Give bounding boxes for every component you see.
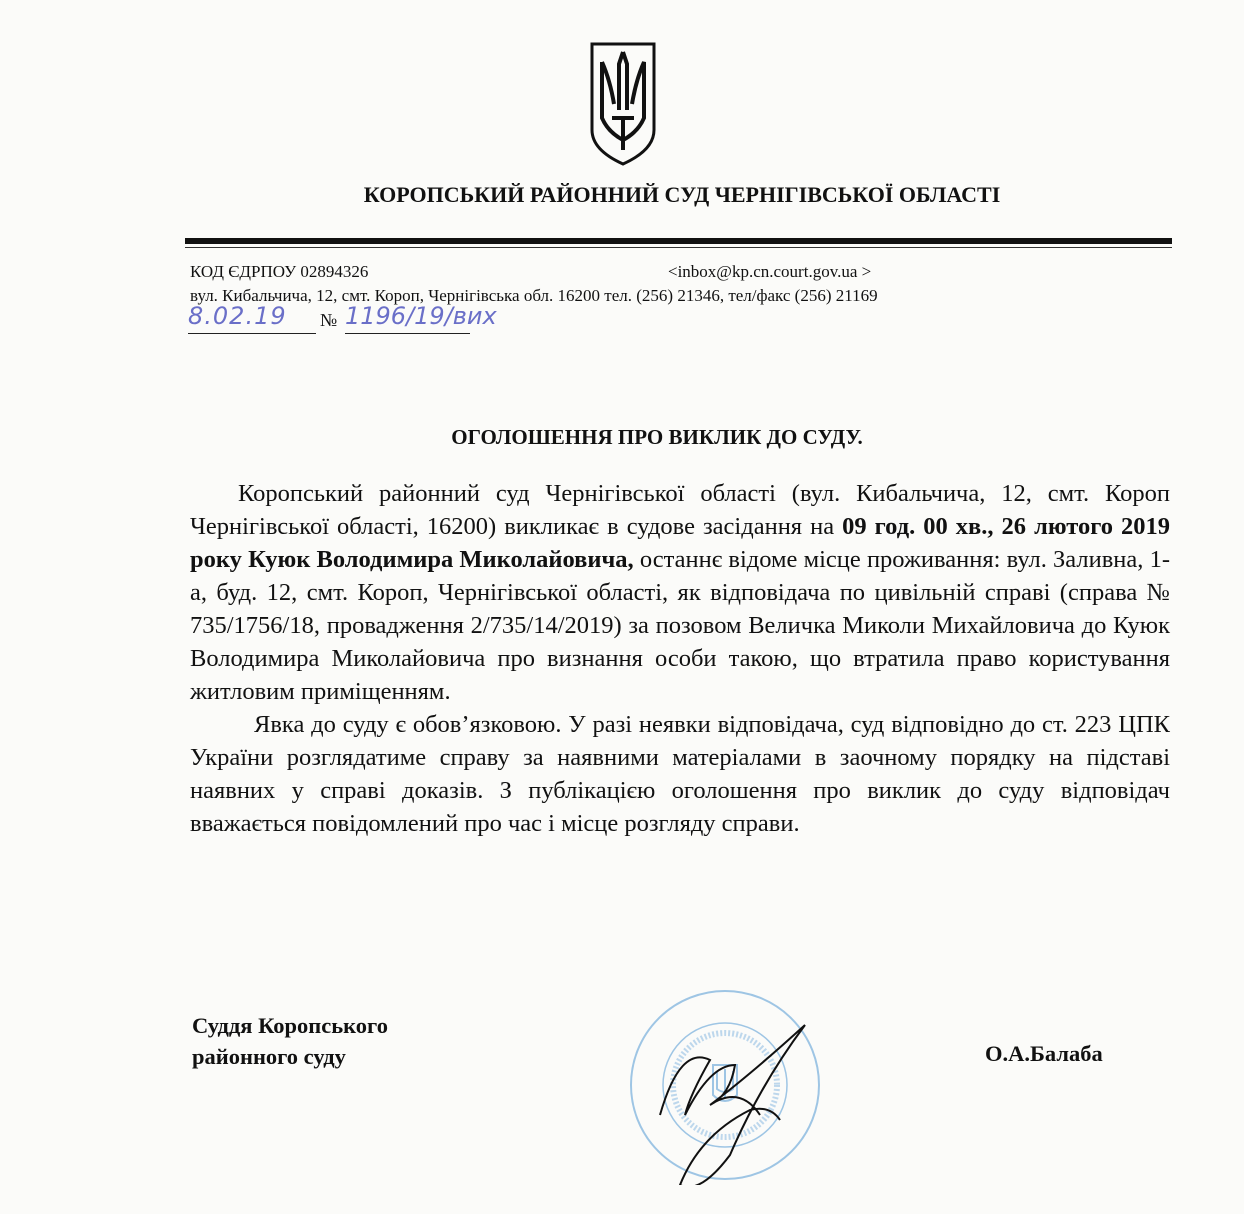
paragraph-appearance: Явка до суду є обов’язковою. У разі неявки відповідача, суд відповідно до ст. 223 ЦПК України розглядатиме справу за наявними матеріалами в заочному порядку на підставі наявних у справі доказів. З публікацією оголошення про виклик до суду відповідач вважається повідомлений про час і місце розгляду справи. bbox=[190, 711, 1170, 837]
paragraph-summons bbox=[190, 477, 1170, 708]
number-underline bbox=[345, 333, 470, 334]
date-underline bbox=[188, 333, 316, 334]
judge-title bbox=[192, 1010, 388, 1072]
header-rule-thin bbox=[185, 247, 1172, 248]
court-email: <inbox@kp.cn.court.gov.ua > bbox=[668, 262, 872, 281]
edrpou-code: КОД ЄДРПОУ 02894326 bbox=[190, 262, 369, 281]
trident-emblem-icon bbox=[588, 40, 658, 173]
summons-text: Коропський районний суд Чернігівської області (вул. Кибальчича, 12, смт. Короп Чернігівської області, 16200) викликає в судове засідання на bbox=[190, 480, 1170, 540]
judge-line-1: Суддя Коропського bbox=[192, 1013, 388, 1038]
case-details-text: останнє відоме місце проживання: вул. Заливна, 1-а, буд. 12, смт. Короп, Чернігівської області, як відповідача по цивільній справі (справа № 735/1756/18, провадження 2/735/14/2019) за позовом Величка Миколи Михайловича до Куюк Володимира Миколайовича про визнання особи такою, що втратила право користування житловим приміщенням. bbox=[190, 546, 1170, 705]
header-rule bbox=[185, 238, 1172, 244]
hearing-date-defendant: 09 год. 00 хв., 26 лютого 2019 року Куюк Володимира Миколайовича, bbox=[190, 513, 1170, 573]
judge-name: О.А.Балаба bbox=[985, 1041, 1103, 1066]
judge-signature bbox=[640, 1005, 820, 1190]
court-address: вул. Кибальчича, 12, смт. Короп, Чернігівська обл. 16200 тел. (256) 21346, тел/факс (256) 21169 bbox=[190, 286, 878, 305]
handwritten-date: 8.02.19 bbox=[188, 302, 287, 330]
court-name: КОРОПСЬКИЙ РАЙОННИЙ СУД ЧЕРНІГІВСЬКОЇ ОБЛАСТІ bbox=[363, 182, 1001, 207]
document-body bbox=[190, 477, 1170, 840]
judge-line-2: районного суду bbox=[192, 1044, 346, 1069]
handwritten-number: 1196/19/вих bbox=[345, 302, 497, 330]
document-title: ОГОЛОШЕННЯ ПРО ВИКЛИК ДО СУДУ. bbox=[451, 425, 863, 449]
number-label: № bbox=[320, 310, 338, 330]
